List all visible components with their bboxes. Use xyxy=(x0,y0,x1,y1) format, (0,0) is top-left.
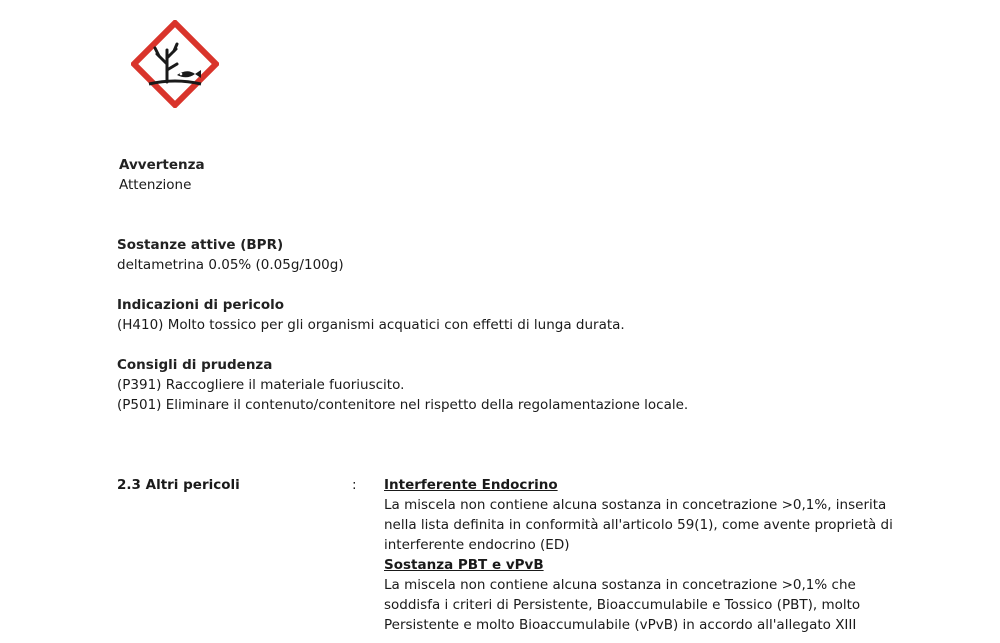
other-hazards-label: 2.3 Altri pericoli xyxy=(117,477,240,493)
hazard-statements-heading: Indicazioni di pericolo xyxy=(117,297,285,313)
pbt-vpvb-title: Sostanza PBT e vPvB xyxy=(384,557,544,573)
active-substances-value: deltametrina 0.05% (0.05g/100g) xyxy=(117,257,344,273)
pbt-vpvb-text-line: Persistente e molto Bioaccumulabile (vPvB) in accordo all'allegato XIII xyxy=(384,617,857,633)
endocrine-disruptor-title: Interferente Endocrino xyxy=(384,477,558,493)
endocrine-disruptor-text-line: interferente endocrino (ED) xyxy=(384,537,570,553)
precautionary-statements-heading: Consigli di prudenza xyxy=(117,357,273,373)
precautionary-statement-item: (P501) Eliminare il contenuto/contenitore nel rispetto della regolamentazione locale. xyxy=(117,397,689,413)
signal-word-section xyxy=(117,155,205,195)
endocrine-disruptor-text-line: La miscela non contiene alcuna sostanza in concetrazione >0,1%, inserita xyxy=(384,497,887,513)
signal-word-heading: Avvertenza xyxy=(119,157,205,173)
active-substances-section xyxy=(117,235,344,275)
endocrine-disruptor-text-line: nella lista definita in conformità all'articolo 59(1), come avente proprietà di xyxy=(384,517,893,533)
pbt-vpvb-text-line: soddisfa i criteri di Persistente, Bioaccumulabile e Tossico (PBT), molto xyxy=(384,597,861,613)
pbt-vpvb-text-line: La miscela non contiene alcuna sostanza in concetrazione >0,1% che xyxy=(384,577,856,593)
precautionary-statement-item: (P391) Raccogliere il materiale fuoriuscito. xyxy=(117,377,405,393)
precautionary-statements-section xyxy=(117,355,688,415)
environment-hazard-icon xyxy=(131,20,219,108)
other-hazards-colon: : xyxy=(352,477,357,493)
hazard-statements-section xyxy=(117,295,625,335)
hazard-statement-item: (H410) Molto tossico per gli organismi acquatici con effetti di lunga durata. xyxy=(117,317,625,333)
other-hazards-body xyxy=(384,475,944,635)
environment-hazard-pictogram xyxy=(131,20,219,108)
signal-word-value: Attenzione xyxy=(119,177,192,193)
active-substances-heading: Sostanze attive (BPR) xyxy=(117,237,284,253)
